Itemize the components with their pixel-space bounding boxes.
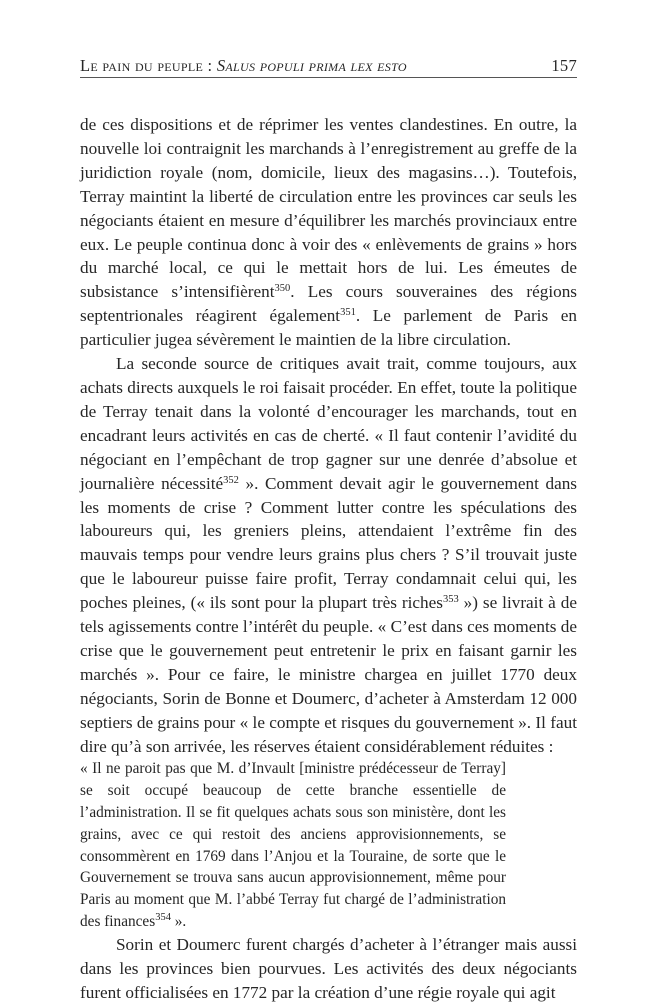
block-quote: [80, 758, 506, 932]
block-quote-text-b: ».: [170, 913, 187, 931]
footnote-ref-351: 351: [340, 307, 356, 319]
paragraph-3: [80, 933, 577, 1005]
running-head-title: [80, 56, 407, 76]
running-head: [80, 50, 577, 78]
running-head-title-latin: Salus populi prima lex esto: [216, 56, 407, 75]
footnote-ref-350: 350: [274, 283, 291, 295]
header-rule: [80, 77, 577, 78]
page-number: 157: [551, 56, 577, 75]
footnote-ref-352: 352: [223, 474, 239, 486]
paragraph-2-text-c: ») se livrait à de tels agissements contre l’intérêt du peuple. « C’est dans ces moments de crise que le gouvernement peut entretenir le prix en faisant garnir les marchés ». Pour ce faire, le ministre chargea en juillet 1770 deux négociants, Sorin de Bonne et Doumerc, d’acheter à Amsterdam 12 000 septiers de grains pour « le compte et risques du gouvernement ». Il faut dire qu’à son arrivée, les réserves étaient considérablement réduites :: [80, 593, 577, 756]
paragraph-1-text-b: . Les cours souveraines des régions septentrionales réagirent également: [80, 282, 577, 326]
page-body: [80, 113, 577, 1005]
paragraph-1-text-c: . Le parlement de Paris en particulier jugea sévèrement le maintien de la libre circulation.: [80, 306, 577, 350]
paragraph-2: [80, 352, 577, 758]
footnote-ref-353: 353: [442, 594, 459, 606]
running-head-title-main: Le pain du peuple :: [80, 56, 217, 75]
paragraph-2-text-a: La seconde source de critiques avait trait, comme toujours, aux achats directs auxquels le roi faisait procéder. En effet, toute la politique de Terray tenait dans la volonté d’encourager les marchands, tout en encadrant leurs activités en cas de cherté. « Il faut contenir l’avidité du négociant en l’empêchant de trop gagner sur une denrée d’absolue et journalière nécessité: [80, 354, 577, 493]
paragraph-1-text-a: de ces dispositions et de réprimer les ventes clandestines. En outre, la nouvelle loi contraignit les marchands à l’enregistrement au greffe de la juridiction royale (nom, domicile, lieux des magasins…). Toutefois, Terray maintint la liberté de circulation entre les provinces car seuls les négociants étaient en mesure d’équilibrer les marchés provinciaux entre eux. Le peuple continua donc à voir des « enlèvements de grains » hors du marché local, ce qui le mettait hors de lui. Les émeutes de subsistance s’intensifièrent: [80, 115, 577, 302]
paragraph-1: [80, 113, 577, 352]
paragraph-2-text-b: ». Comment devait agir le gouvernement dans les moments de crise ? Comment lutter contre les spéculations des laboureurs qui, les greniers pleins, attendaient l’extrême fin des mauvais temps pour vendre leurs grains plus chers ? S’il trouvait juste que le laboureur puisse faire profit, Terray condamnait celui qui, les poches pleines, (« ils sont pour la plupart très riches: [80, 473, 577, 613]
block-quote-text-a: « Il ne paroit pas que M. d’Invault [ministre prédécesseur de Terray] se soit occupé beaucoup de cette branche essentielle de l’administration. Il se fit quelques achats sous son ministère, dont les grains, avec ce qui restoit des anciens approvisionnements, se consommèrent en 1769 dans l’Anjou et la Touraine, de sorte que le Gouvernement se trouva sans aucun approvisionnement, même pour Paris au moment que M. l’abbé Terray fut chargé de l’administration des finances: [80, 760, 506, 931]
paragraph-3-text: Sorin et Doumerc furent chargés d’acheter à l’étranger mais aussi dans les provinces bien pourvues. Les activités des deux négociants furent officialisées en 1772 par la création d’une régie royale qui agit: [80, 934, 577, 1002]
footnote-ref-354: 354: [155, 912, 171, 924]
